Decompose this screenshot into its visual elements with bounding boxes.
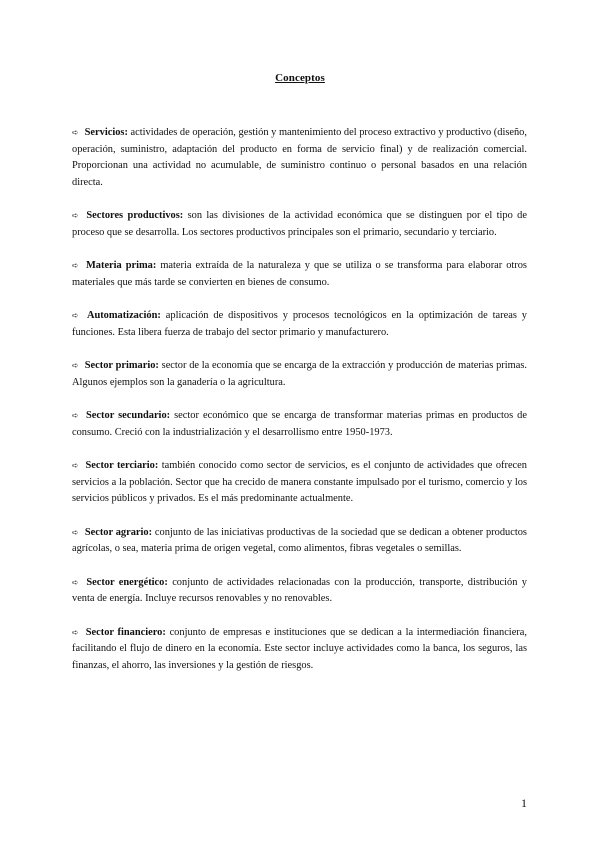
concept-definition: conjunto de las iniciativas productivas de la sociedad que se dedican a obtener productos agrícolas, o sea, materia prima de origen vegetal, como alimentos, fibras vegetales o semillas. <box>72 526 527 554</box>
page-number: 1 <box>521 796 527 810</box>
concept-term: Sector primario: <box>84 360 159 371</box>
concept-definition: son las divisiones de la actividad económica que se distinguen por el tipo de proceso que se desarrolla. Los sectores productivos principales son el primario, secundario y terciario. <box>72 210 527 238</box>
concept-definition: actividades de operación, gestión y mantenimiento del proceso extractivo y productivo (diseño, operación, suministro, adaptación del producto en forma de servicio final) y de realización comercial. Proporcionan una actividad no acumulable, de suministro continuo o personal basados en una relación directa. <box>72 127 527 188</box>
concept-definition: materia extraída de la naturaleza y que se utiliza o se transforma para elaborar otros materiales que más tarde se convierten en bienes de consumo. <box>72 260 527 288</box>
arrow-bullet-icon: ➪ <box>72 627 79 637</box>
arrow-bullet-icon: ➪ <box>72 261 79 270</box>
arrow-bullet-icon: ➪ <box>72 128 79 137</box>
arrow-bullet-icon: ➪ <box>72 211 79 220</box>
concept-entry-materia-prima <box>72 258 527 291</box>
arrow-bullet-icon: ➪ <box>72 577 79 587</box>
page-title: Conceptos <box>275 72 325 84</box>
concept-entry-sector-terciario <box>72 458 527 508</box>
concept-entry-sector-secundario <box>72 408 527 441</box>
concept-term: Sectores productivos: <box>86 210 184 221</box>
concept-term: Sector secundario: <box>86 410 171 421</box>
arrow-bullet-icon: ➪ <box>72 361 79 370</box>
concept-entry-sector-financiero <box>72 625 527 675</box>
concept-entry-sectores-productivos <box>72 208 527 241</box>
concept-definition: también conocido como sector de servicios, es el conjunto de actividades que ofrecen servicios a la población. Sector que ha crecido de manera constante impulsado por el turismo, comercio y los servicios públicos y privados. Es el más predominante actualmente. <box>72 460 527 504</box>
concept-definition: conjunto de empresas e instituciones que se dedican a la intermediación financiera, facilitando el flujo de dinero en la economía. Este sector incluye actividades como la banca, los seguros, las finanzas, el ahorro, las inversiones y la gestión de riesgos. <box>72 626 527 671</box>
concept-definition: sector económico que se encarga de transformar materias primas en productos de consumo. Creció con la industrialización y el desarrollismo entre 1950-1973. <box>72 410 527 438</box>
concept-term: Sector terciario: <box>85 460 159 471</box>
concept-definition: aplicación de dispositivos y procesos tecnológicos en la optimización de tareas y funciones. Esta libera fuerza de trabajo del sector primario y manufacturero. <box>72 310 527 338</box>
concept-entry-sector-primario <box>72 358 527 391</box>
concept-term: Servicios: <box>84 127 128 138</box>
concept-entry-sector-energetico <box>72 575 527 608</box>
concept-term: Sector agrario: <box>84 526 153 538</box>
arrow-bullet-icon: ➪ <box>72 461 79 470</box>
concept-entry-automatizacion <box>72 308 527 341</box>
concept-term: Sector energético: <box>86 576 168 588</box>
concept-list <box>72 125 527 691</box>
concept-entry-sector-agrario <box>72 525 527 558</box>
concept-entry-servicios <box>72 125 527 191</box>
arrow-bullet-icon: ➪ <box>72 527 79 537</box>
concept-definition: conjunto de actividades relacionadas con la producción, transporte, distribución y venta de energía. Incluye recursos renovables y no renovables. <box>72 576 527 604</box>
concept-term: Sector financiero: <box>85 626 166 638</box>
arrow-bullet-icon: ➪ <box>72 411 79 420</box>
concept-term: Automatización: <box>86 310 161 321</box>
concept-definition: sector de la economía que se encarga de la extracción y producción de materias primas. Algunos ejemplos son la ganadería o la agricultura. <box>72 360 527 388</box>
concept-term: Materia prima: <box>85 260 157 271</box>
arrow-bullet-icon: ➪ <box>72 311 79 320</box>
